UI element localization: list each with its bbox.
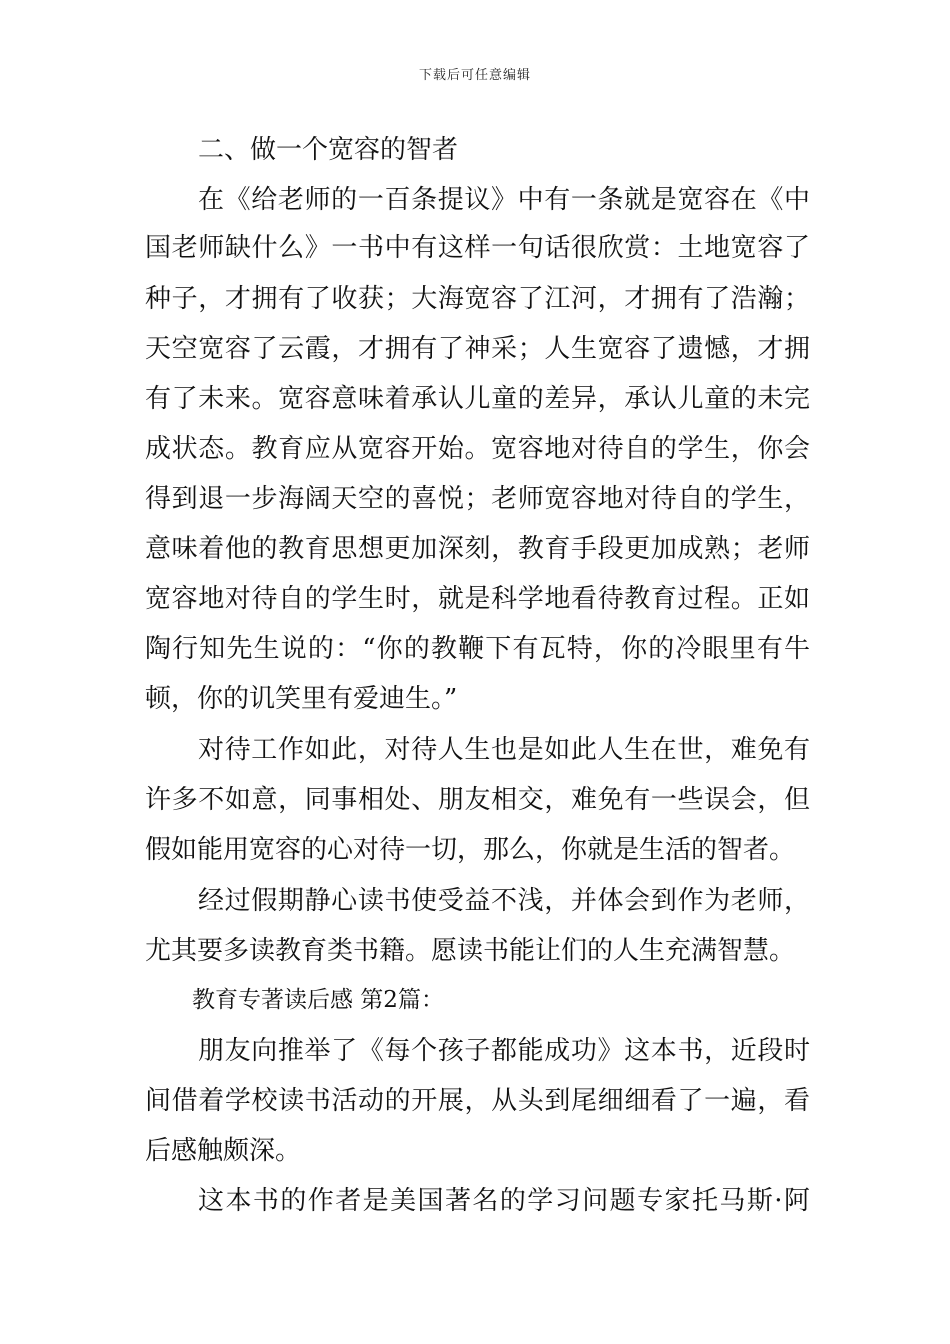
paragraph-line: 种子，才拥有了收获；大海宽容了江河，才拥有了浩瀚； [145,284,810,314]
paragraph-line: 这本书的作者是美国著名的学习问题专家托马斯·阿 [198,1186,810,1216]
paragraph-line: 宽容地对待自的学生时，就是科学地看待教育过程。正如 [145,584,810,614]
paragraph-line: 间借着学校读书活动的开展，从头到尾细细看了一遍，看 [145,1086,810,1116]
paragraph-line: 意味着他的教育思想更加深刻，教育手段更加成熟；老师 [145,534,810,564]
paragraph-line: 后感触颇深。 [145,1136,302,1166]
page-header-note: 下载后可任意编辑 [418,68,531,83]
section-heading: 二、做一个宽容的智者 [198,135,459,165]
paragraph-line: 许多不如意，同事相处、朋友相交，难免有一些误会，但 [145,785,810,815]
paragraph-line: 陶行知先生说的：“你的教鞭下有瓦特，你的冷眼里有牛 [145,634,810,664]
paragraph-line: 假如能用宽容的心对待一切，那么，你就是生活的智者。 [145,835,796,865]
paragraph-line: 对待工作如此，对待人生也是如此人生在世，难免有 [198,735,810,765]
paragraph-line: 得到退一步海阔天空的喜悦；老师宽容地对待自的学生， [145,484,810,514]
paragraph-line: 顿，你的讥笑里有爱迪生。” [145,684,458,714]
paragraph-line: 朋友向推举了《每个孩子都能成功》这本书，近段时 [198,1036,810,1066]
paragraph-line: 成状态。教育应从宽容开始。宽容地对待自的学生，你会 [145,434,810,464]
paragraph-line: 尤其要多读教育类书籍。愿读书能让们的人生充满智慧。 [145,936,796,966]
paragraph-line: 有了未来。宽容意味着承认儿童的差异，承认儿童的未完 [145,384,810,414]
paragraph-line: 国老师缺什么》一书中有这样一句话很欣赏：土地宽容了 [145,233,810,263]
paragraph-line: 经过假期静心读书使受益不浅，并体会到作为老师， [198,886,810,916]
paragraph-line: 在《给老师的一百条提议》中有一条就是宽容在《中 [198,185,810,215]
paragraph-line: 天空宽容了云霞，才拥有了神采；人生宽容了遗憾，才拥 [145,334,810,364]
section-heading: 教育专著读后感 第2篇： [192,987,444,1013]
